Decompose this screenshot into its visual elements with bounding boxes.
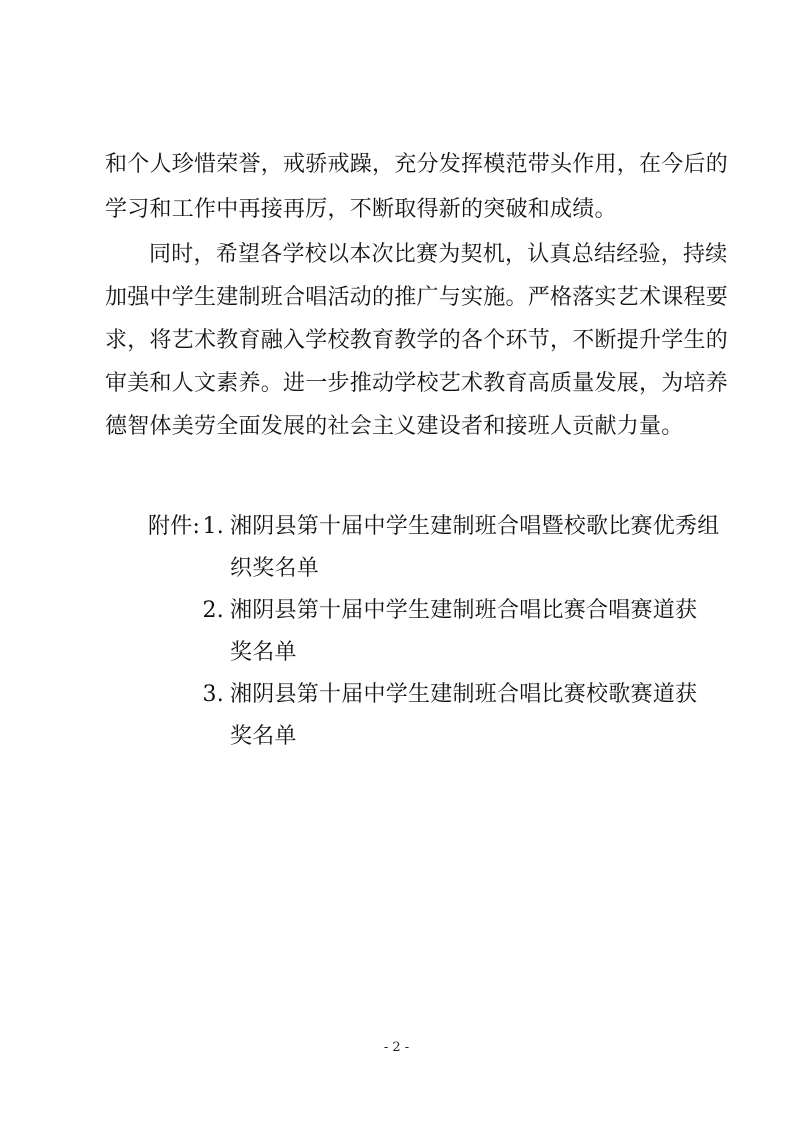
paragraph-2-line-5: 德智体美劳全面发展的社会主义建设者和接班人贡献力量。 [105, 414, 684, 439]
page-number: - 2 - [383, 1040, 410, 1055]
attachment-title-line-1: 湘阴县第十届中学生建制班合唱暨校歌比赛优秀组 [230, 514, 720, 539]
attachment-list [148, 512, 720, 751]
attachment-label: 附件: [148, 514, 201, 539]
attachment-number: 2. [202, 598, 224, 623]
attachment-title-line-2: 奖名单 [230, 724, 297, 749]
paragraph-1 [105, 150, 729, 224]
attachment-item-1 [148, 512, 720, 541]
paragraph-2 [105, 240, 729, 441]
attachment-title-line-2: 奖名单 [230, 640, 297, 665]
attachment-item-3-continued [148, 722, 708, 751]
paragraph-1-line-2: 学习和工作中再接再厉，不断取得新的突破和成绩。 [105, 197, 617, 222]
attachment-title-line-1: 湘阴县第十届中学生建制班合唱比赛合唱赛道获 [230, 598, 698, 623]
attachment-item-2 [148, 596, 708, 625]
attachment-number: 1. [202, 514, 224, 539]
paragraph-2-line-3: 求，将艺术教育融入学校教育教学的各个环节，不断提升学生的 [105, 328, 729, 353]
attachment-item-1-continued [148, 554, 708, 583]
attachment-title-line-2: 织奖名单 [230, 556, 320, 581]
attachment-title-line-1: 湘阴县第十届中学生建制班合唱比赛校歌赛道获 [230, 682, 698, 707]
paragraph-2-line-1: 同时，希望各学校以本次比赛为契机，认真总结经验，持续 [149, 242, 728, 267]
attachment-item-2-continued [148, 638, 708, 667]
paragraph-2-line-4: 审美和人文素养。进一步推动学校艺术教育高质量发展，为培养 [105, 371, 729, 396]
attachment-item-3 [148, 680, 708, 709]
attachment-number: 3. [202, 682, 224, 707]
paragraph-1-line-1: 和个人珍惜荣誉，戒骄戒躁，充分发挥模范带头作用，在今后的 [105, 152, 729, 177]
paragraph-2-line-2: 加强中学生建制班合唱活动的推广与实施。严格落实艺术课程要 [105, 285, 729, 310]
